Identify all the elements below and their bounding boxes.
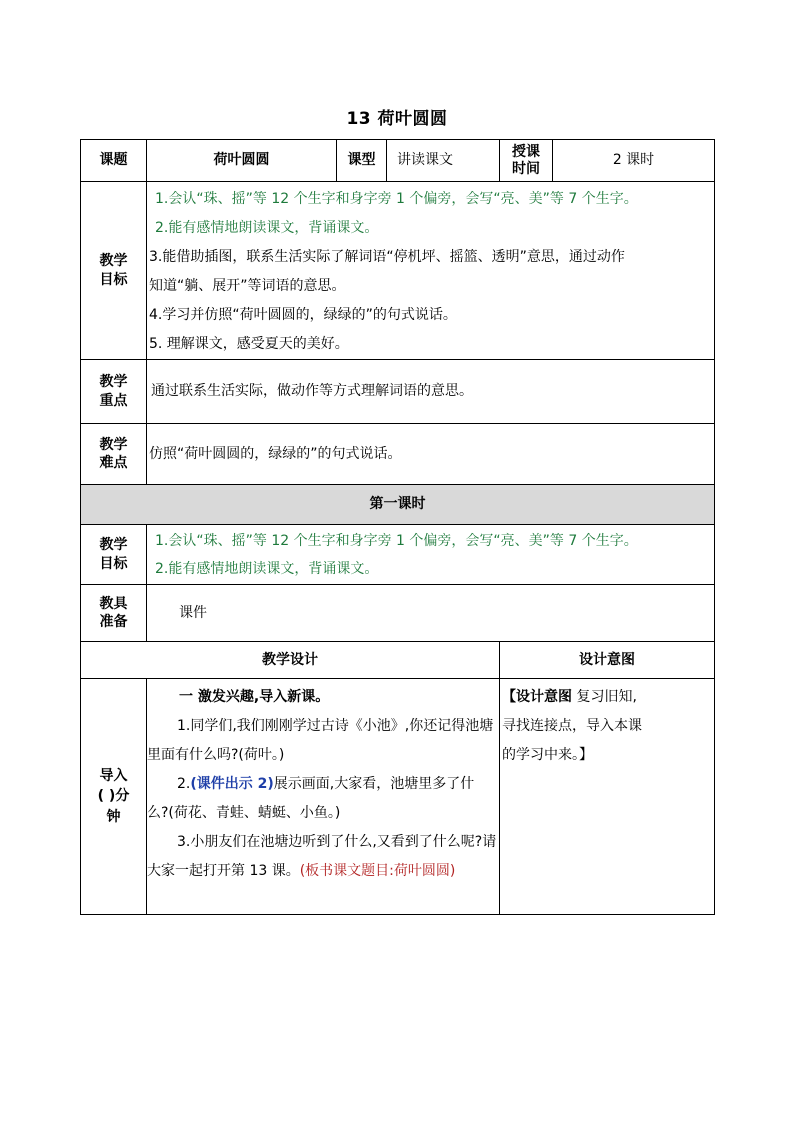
objectives-label bbox=[81, 182, 147, 360]
stage-label-line2: ( )分 bbox=[97, 788, 130, 805]
objective-item: 4.学习并仿照“荷叶圆圆的，绿绿的”的句式说话。 bbox=[149, 307, 457, 323]
objective-item: 知道“躺、展开”等词语的意思。 bbox=[149, 278, 346, 294]
time-label-line1: 授课 bbox=[512, 144, 540, 161]
objective-item: 2.能有感情地朗读课文，背诵课文。 bbox=[155, 560, 379, 577]
intent-bracket: 【设计意图 bbox=[502, 689, 572, 705]
objectives-content bbox=[147, 182, 715, 360]
design-header-row bbox=[81, 642, 715, 679]
difficulties-label-line2: 难点 bbox=[99, 455, 128, 471]
step-2-text: 展示画面,大家看，池塘里多了什 bbox=[273, 776, 475, 792]
first-lesson-objectives-label-line1: 教学 bbox=[99, 537, 128, 554]
intent-header: 设计意图 bbox=[500, 642, 715, 679]
first-lesson-heading: 第一课时 bbox=[81, 485, 715, 525]
objective-item: 2.能有感情地朗读课文，背诵课文。 bbox=[155, 220, 379, 236]
intent-line2: 寻找连接点，导入本课 bbox=[502, 718, 642, 734]
first-lesson-objectives-label bbox=[81, 525, 147, 585]
key-points-row bbox=[81, 360, 715, 424]
step-3-board-note: (板书课文题目:荷叶圆圆) bbox=[299, 863, 456, 879]
design-header: 教学设计 bbox=[81, 642, 500, 679]
tools-value: 课件 bbox=[147, 585, 715, 642]
objective-item: 1.会认“珠、摇”等 12 个生字和身字旁 1 个偏旁，会写“亮、美”等 7 个生字。 bbox=[155, 532, 638, 549]
difficulties-label-line1: 教学 bbox=[99, 436, 128, 453]
objective-item bbox=[147, 243, 714, 272]
difficulties-row bbox=[81, 424, 715, 485]
tools-row bbox=[81, 585, 715, 642]
objective-item-text: 3.能借助插图，联系生活实际了解词语“停机坪、摇篮、透明”意思，通过动作 bbox=[149, 249, 625, 265]
key-points-label-line2: 重点 bbox=[99, 392, 128, 409]
first-lesson-objectives-label-line2: 目标 bbox=[99, 555, 128, 572]
lesson-plan-table bbox=[80, 139, 715, 915]
difficulties-label bbox=[81, 424, 147, 485]
first-lesson-objectives-content bbox=[147, 525, 715, 585]
step-3-cont bbox=[147, 857, 499, 886]
key-points-label-line1: 教学 bbox=[99, 374, 128, 391]
first-lesson-objectives-row bbox=[81, 525, 715, 585]
difficulties-text: 仿照“荷叶圆圆的，绿绿的”的句式说话。 bbox=[147, 424, 715, 485]
stage-label-line1: 导入 bbox=[99, 768, 128, 785]
intent-line1 bbox=[502, 683, 714, 712]
step-1-cont: 里面有什么吗?(荷叶。) bbox=[147, 747, 285, 763]
step-1: 1.同学们,我们刚刚学过古诗《小池》,你还记得池塘 bbox=[177, 718, 494, 734]
intent-content bbox=[500, 679, 715, 915]
step-2-cont: 么?(荷花、青蛙、蜻蜓、小鱼。) bbox=[147, 805, 341, 821]
objective-item: 5. 理解课文，感受夏天的美好。 bbox=[149, 336, 349, 352]
section-title: 一 激发兴趣,导入新课。 bbox=[179, 689, 330, 705]
key-points-label bbox=[81, 360, 147, 424]
step-2 bbox=[147, 770, 499, 799]
topic-label: 课题 bbox=[81, 140, 147, 182]
first-lesson-row bbox=[81, 485, 715, 525]
stage-label-line3: 钟 bbox=[106, 808, 121, 825]
time-value: 2 课时 bbox=[553, 140, 715, 182]
step-3-cont-text: 大家一起打开第 13 课。 bbox=[147, 863, 300, 879]
objectives-label-line2: 目标 bbox=[99, 271, 128, 288]
page-title: 13 荷叶圆圆 bbox=[346, 109, 448, 129]
header-row bbox=[81, 140, 715, 182]
intent-line1-text: 复习旧知, bbox=[576, 689, 637, 705]
objectives-row bbox=[81, 182, 715, 360]
intro-stage-row bbox=[81, 679, 715, 915]
type-label: 课型 bbox=[337, 140, 387, 182]
objectives-label-line1: 教学 bbox=[99, 253, 128, 270]
topic-value: 荷叶圆圆 bbox=[147, 140, 337, 182]
step-2-highlight: (课件出示 2) bbox=[190, 776, 274, 792]
time-label-line2: 时间 bbox=[512, 160, 540, 177]
intent-line3: 的学习中来。】 bbox=[502, 747, 593, 763]
step-2-number: 2. bbox=[177, 776, 191, 792]
step-3: 3.小朋友们在池塘边听到了什么,又看到了什么呢?请 bbox=[177, 834, 497, 850]
key-points-text: 通过联系生活实际，做动作等方式理解词语的意思。 bbox=[147, 360, 715, 424]
tools-label bbox=[81, 585, 147, 642]
objective-item: 1.会认“珠、摇”等 12 个生字和身字旁 1 个偏旁，会写“亮、美”等 7 个生字。 bbox=[155, 191, 638, 207]
tools-label-line1: 教具 bbox=[99, 595, 128, 612]
tools-label-line2: 准备 bbox=[99, 614, 128, 630]
type-value: 讲读课文 bbox=[387, 140, 500, 182]
time-label bbox=[500, 140, 553, 182]
stage-label bbox=[81, 679, 147, 915]
design-content bbox=[147, 679, 500, 915]
